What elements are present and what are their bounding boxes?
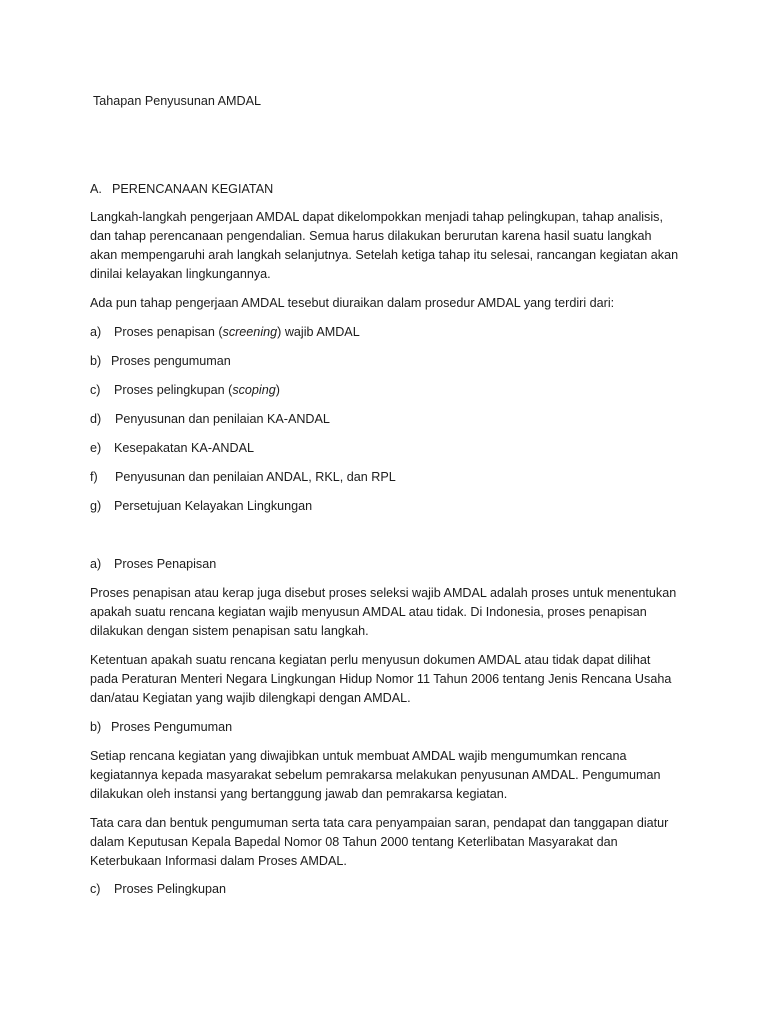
paragraph-line: Ketentuan apakah suatu rencana kegiatan perlu menyusun dokumen AMDAL atau tidak dapat dilihat — [90, 653, 651, 667]
list-text-italic: screening — [222, 325, 278, 339]
list-text: Persetujuan Kelayakan Lingkungan — [114, 499, 313, 513]
list-text: Penyusunan dan penilaian KA-ANDAL — [115, 412, 330, 426]
list-marker: d) — [90, 412, 102, 426]
list-item — [90, 411, 330, 427]
list-text: Penyusunan dan penilaian ANDAL, RKL, dan RPL — [115, 470, 396, 484]
list-item — [90, 353, 231, 369]
list-marker: c) — [90, 383, 101, 397]
list-item — [90, 469, 396, 485]
list-text: Kesepakatan KA-ANDAL — [114, 441, 255, 455]
section-a-heading — [90, 181, 273, 197]
list-item — [90, 324, 360, 340]
subsection-marker: a) — [90, 557, 102, 571]
paragraph-line: Keterbukaan Informasi dalam Proses AMDAL. — [90, 854, 347, 868]
paragraph-line: dilakukan oleh instansi yang bertanggung jawab dan pemrakarsa kegiatan. — [90, 787, 508, 801]
list-text: ) — [275, 383, 280, 397]
subsection-title: Proses Pengumuman — [111, 720, 233, 734]
paragraph-line: akan mempengaruhi arah langkah selanjutnya. Setelah ketiga tahap itu selesai, rancangan kegiatan akan — [90, 248, 679, 262]
list-text-italic: scoping — [232, 383, 276, 397]
subsection-marker: c) — [90, 882, 101, 896]
list-item — [90, 382, 280, 398]
list-marker: a) — [90, 325, 102, 339]
paragraph-line: Proses penapisan atau kerap juga disebut proses seleksi wajib AMDAL adalah proses untuk menentukan — [90, 586, 677, 600]
paragraph-line: Langkah-langkah pengerjaan AMDAL dapat dikelompokkan menjadi tahap pelingkupan, tahap analisis, — [90, 210, 663, 224]
document-title: Tahapan Penyusunan AMDAL — [93, 94, 262, 108]
list-marker: g) — [90, 499, 102, 513]
list-text: Proses pelingkupan ( — [114, 383, 233, 397]
paragraph-line: dinilai kelayakan lingkungannya. — [90, 267, 271, 281]
subsection-b-heading — [90, 719, 232, 735]
list-text: ) wajib AMDAL — [277, 325, 360, 339]
list-marker: b) — [90, 354, 102, 368]
subsection-title: Proses Pelingkupan — [114, 882, 227, 896]
subsection-title: Proses Penapisan — [114, 557, 217, 571]
list-marker: f) — [90, 470, 98, 484]
paragraph-line: dan/atau Kegiatan yang wajib dilengkapi dengan AMDAL. — [90, 691, 411, 705]
procedure-intro: Ada pun tahap pengerjaan AMDAL tesebut diuraikan dalam prosedur AMDAL yang terdiri dari: — [90, 296, 615, 310]
list-item — [90, 440, 254, 456]
paragraph-line: Setiap rencana kegiatan yang diwajibkan untuk membuat AMDAL wajib mengumumkan rencana — [90, 749, 627, 763]
paragraph-line: dan tahap perencanaan pengendalian. Semua harus dilakukan berurutan karena hasil suatu langkah — [90, 229, 652, 243]
paragraph-line: Tata cara dan bentuk pengumuman serta tata cara penyampaian saran, pendapat dan tanggapan diatur — [90, 816, 669, 830]
list-item — [90, 498, 312, 514]
list-text: Proses penapisan ( — [114, 325, 223, 339]
section-title: PERENCANAAN KEGIATAN — [112, 182, 274, 196]
list-marker: e) — [90, 441, 102, 455]
paragraph-line: pada Peraturan Menteri Negara Lingkungan Hidup Nomor 11 Tahun 2006 tentang Jenis Rencana Usaha — [90, 672, 672, 686]
list-text: Proses pengumuman — [111, 354, 231, 368]
paragraph-line: apakah suatu rencana kegiatan wajib menyusun AMDAL atau tidak. Di Indonesia, proses penapisan — [90, 605, 647, 619]
paragraph-line: dilakukan dengan sistem penapisan satu langkah. — [90, 624, 369, 638]
subsection-c-heading — [90, 881, 226, 897]
subsection-a-heading — [90, 556, 216, 572]
paragraph-line: kegiatannya kepada masyarakat sebelum pemrakarsa melakukan penyusunan AMDAL. Pengumuman — [90, 768, 661, 782]
paragraph-line: dalam Keputusan Kepala Bapedal Nomor 08 Tahun 2000 tentang Keterlibatan Masyarakat dan — [90, 835, 618, 849]
subsection-marker: b) — [90, 720, 102, 734]
section-marker: A. — [90, 182, 102, 196]
